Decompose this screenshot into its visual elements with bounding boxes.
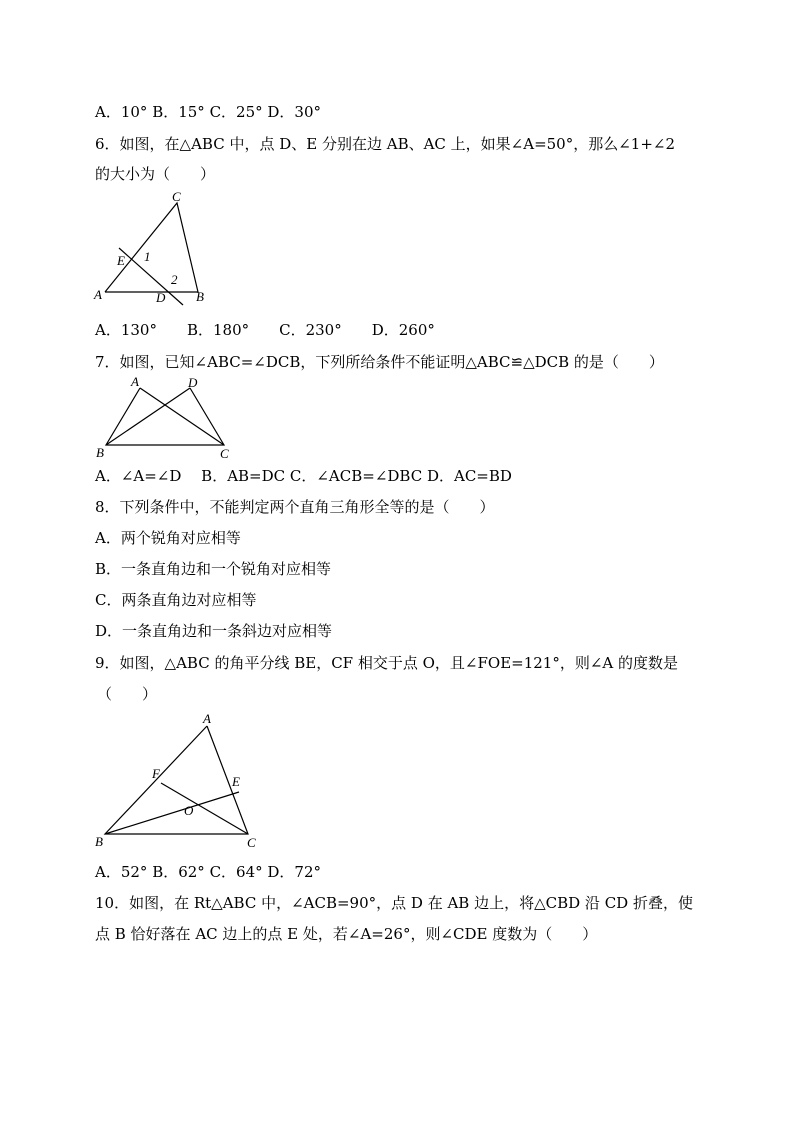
q9-options: A．52° B．62° C．64° D．72° <box>95 863 322 881</box>
q6-label-a: A <box>94 287 102 302</box>
q9-label-e: E <box>232 774 240 789</box>
q8-option-b: B．一条直角边和一个锐角对应相等 <box>95 560 332 578</box>
q6-label-e: E <box>117 253 125 268</box>
q10-stem-line-2: 点 B 恰好落在 AC 边上的点 E 处，若∠A=26°，则∠CDE 度数为（ ） <box>95 925 598 943</box>
q9-label-c: C <box>247 835 256 850</box>
q7-stem: 7．如图，已知∠ABC=∠DCB，下列所给条件不能证明△ABC≌△DCB 的是（ ） <box>95 353 664 371</box>
q9-line-cf <box>161 783 248 834</box>
q9-stem-line-1: 9．如图，△ABC 的角平分线 BE，CF 相交于点 O，且∠FOE=121°，则∠A 的度数是 <box>95 654 679 672</box>
q10-stem-line-1: 10．如图，在 Rt△ABC 中，∠ACB=90°，点 D 在 AB 边上，将△CBD 沿 CD 折叠，使 <box>95 894 693 912</box>
q9-triangle <box>105 726 248 834</box>
q8-option-c: C．两条直角边对应相等 <box>95 591 257 609</box>
q6-label-c: C <box>172 189 181 204</box>
q6-options: A．130° B．180° C．230° D．260° <box>95 321 435 339</box>
q8-stem: 8．下列条件中，不能判定两个直角三角形全等的是（ ） <box>95 498 495 516</box>
q7-label-a: A <box>131 374 139 389</box>
q9-label-f: F <box>152 766 160 781</box>
q9-figure <box>90 708 265 853</box>
q6-figure <box>90 188 220 310</box>
q7-options: A．∠A=∠D B．AB=DC C．∠ACB=∠DBC D．AC=BD <box>95 467 512 485</box>
q6-stem-line-2: 的大小为（ ） <box>95 165 216 183</box>
q8-option-d: D．一条直角边和一条斜边对应相等 <box>95 622 333 640</box>
q7-label-b: B <box>96 445 104 460</box>
q6-triangle <box>105 203 198 292</box>
q9-label-o: O <box>184 803 194 818</box>
q6-label-2: 2 <box>171 272 178 287</box>
q6-label-d: D <box>156 290 166 305</box>
q7-label-c: C <box>220 446 229 461</box>
q7-line-ac <box>140 388 224 445</box>
q7-outline <box>106 388 224 445</box>
q7-label-d: D <box>188 375 198 390</box>
q6-label-b: B <box>196 289 204 304</box>
q9-stem-line-2: （ ） <box>97 685 158 703</box>
q7-figure <box>92 373 242 463</box>
q5-options: A．10° B．15° C．25° D．30° <box>95 103 322 121</box>
q8-option-a: A．两个锐角对应相等 <box>95 529 241 547</box>
q7-line-bd <box>106 388 190 445</box>
q9-label-a: A <box>203 711 211 726</box>
q6-stem-line-1: 6．如图，在△ABC 中，点 D、E 分别在边 AB、AC 上，如果∠A=50°，那么∠1+∠2 <box>95 135 676 153</box>
q9-label-b: B <box>95 834 103 849</box>
q6-label-1: 1 <box>144 249 151 264</box>
